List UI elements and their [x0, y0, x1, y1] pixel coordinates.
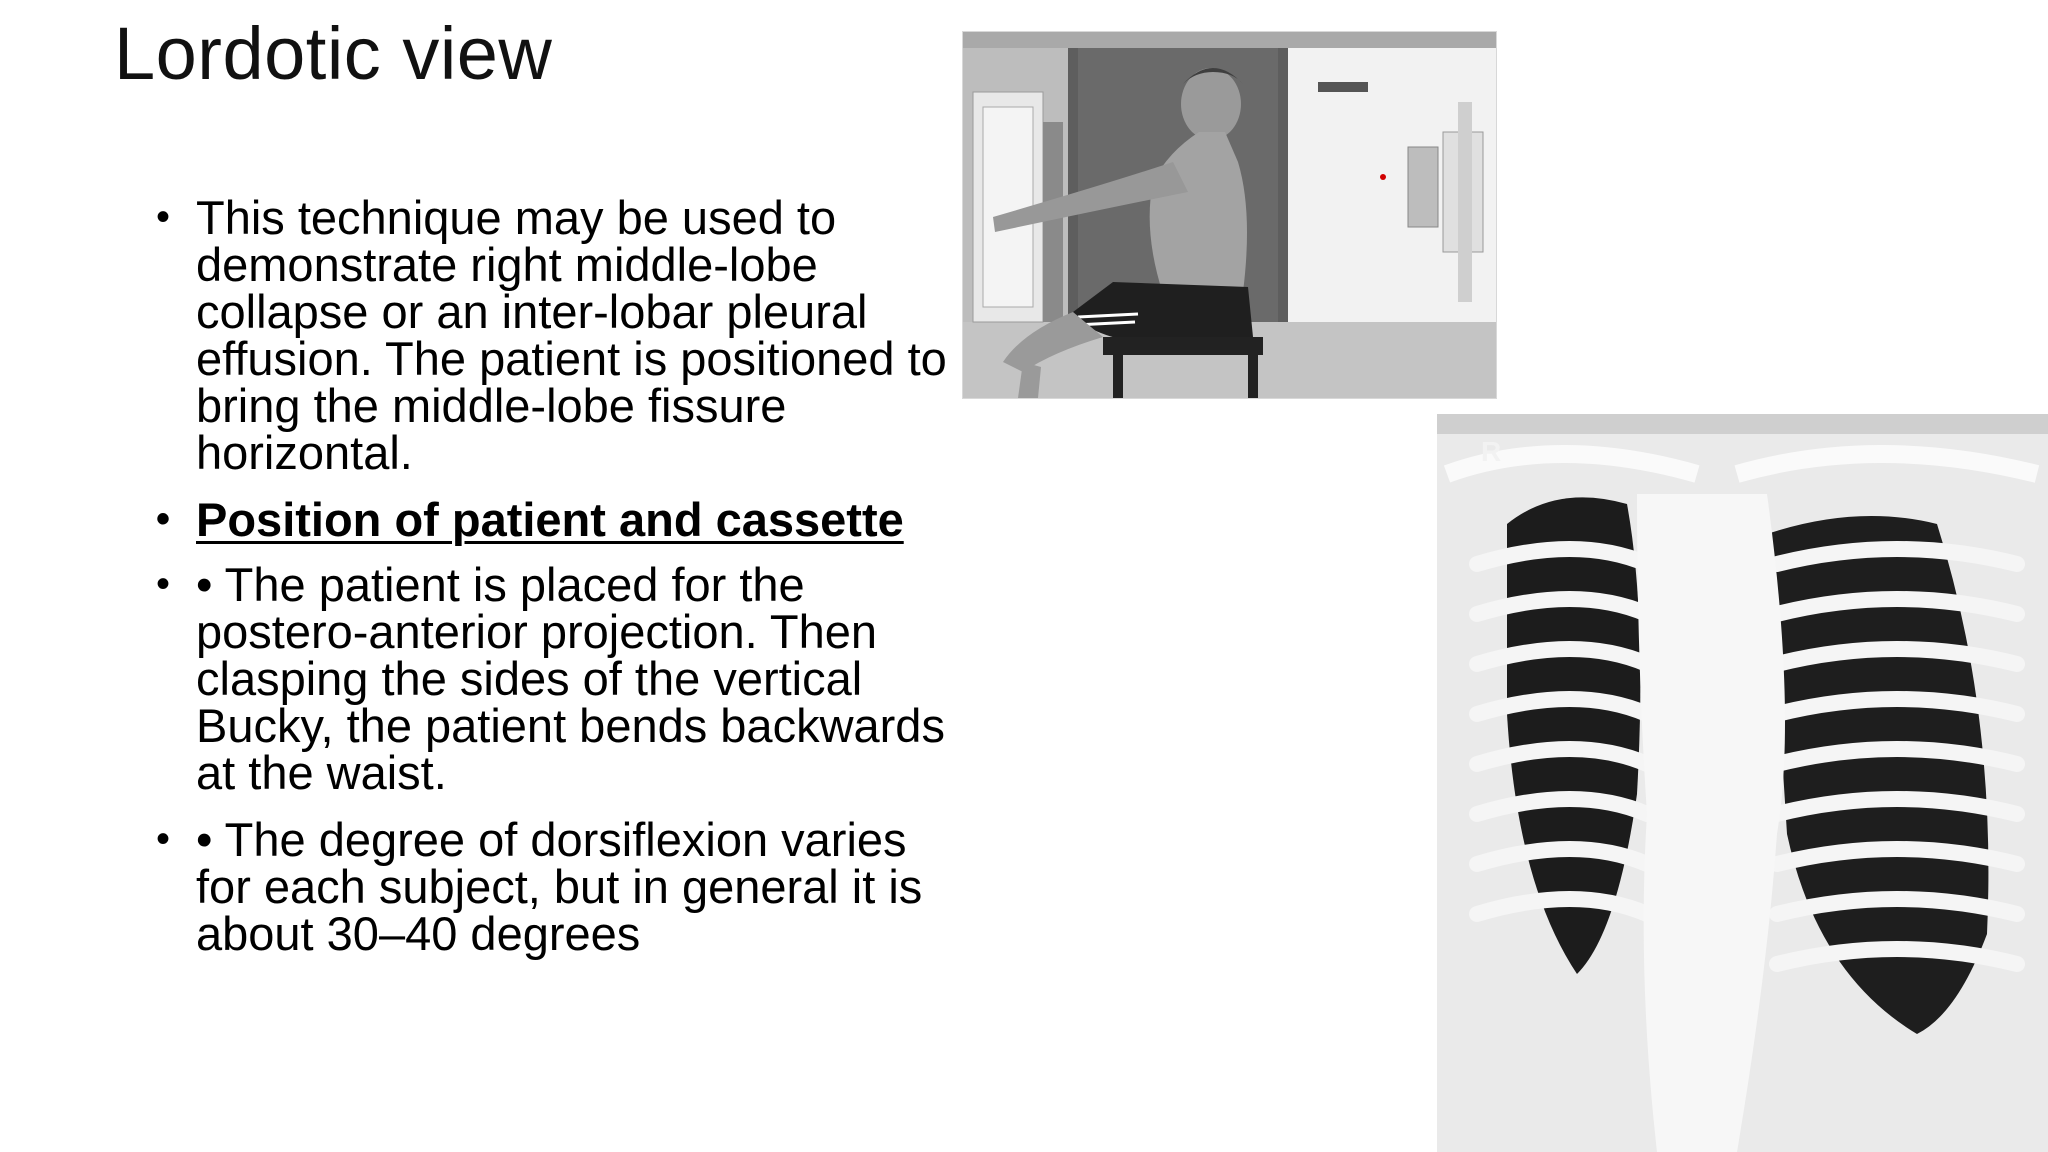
bullet-item [150, 558, 950, 799]
bullet-marker: • [156, 817, 171, 861]
bullet-item [150, 191, 950, 479]
bullet-text: • The patient is placed for the postero-anterior projection. Then clasping the sides of the vertical Bucky, the patient bends backwards at the waist. [196, 558, 945, 799]
xray-side-marker: R [1481, 436, 1502, 467]
bullet-marker: • [156, 562, 171, 606]
bullet-text: Position of patient and cassette [196, 493, 904, 546]
bullet-marker: • [156, 195, 171, 239]
bullet-item [150, 813, 950, 960]
slide-title: Lordotic view [114, 12, 553, 95]
bullet-text: This technique may be used to demonstrate right middle-lobe collapse or an inter-lobar pleural effusion. The patient is positioned to bring the middle-lobe fissure horizontal. [196, 191, 947, 479]
bullet-text: • The degree of dorsiflexion varies for each subject, but in general it is about 30–40 degrees [196, 813, 923, 960]
bullet-item-heading [150, 493, 950, 546]
bullet-marker: • [156, 497, 171, 541]
patient-positioning-photo [962, 31, 1497, 399]
bullet-list [150, 191, 950, 977]
chest-xray-image [1437, 414, 2048, 1152]
